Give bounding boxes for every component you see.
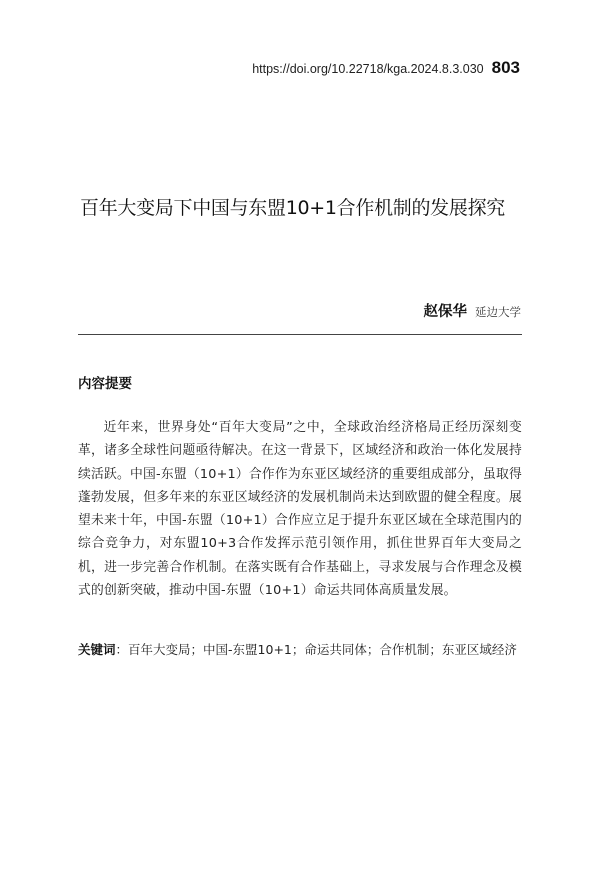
keywords-line — [78, 640, 528, 658]
page-number: 803 — [491, 58, 520, 77]
running-header — [252, 58, 520, 78]
author-line — [424, 300, 522, 321]
doi-link[interactable]: https://doi.org/10.22718/kga.2024.8.3.030 — [252, 62, 484, 76]
author-name: 赵保华 — [423, 304, 467, 320]
author-affiliation: 延边大学 — [475, 305, 521, 319]
article-title: 百年大变局下中国与东盟10+1合作机制的发展探究 — [80, 197, 505, 219]
keywords-label: 关键词 — [78, 642, 116, 657]
keywords-text: 百年大变局；中国-东盟10+1；命运共同体；合作机制；东亚区域经济 — [128, 642, 517, 657]
keywords-separator: ： — [115, 642, 129, 657]
title-divider — [78, 334, 522, 335]
abstract-body: 近年来，世界身处“百年大变局”之中，全球政治经济格局正经历深刻变革，诸多全球性问题亟待解决。在这一背景下，区域经济和政治一体化发展持续活跃。中国-东盟（10+1）合作作为东亚区域经济的重要组成部分，虽取得蓬勃发展，但多年来的东亚区域经济的发展机制尚未达到欧盟的健全程度。展望未来十年，中国-东盟（10+1）合作应立足于提升东亚区域在全球范围内的综合竞争力，对东盟10+3合作发挥示范引领作用，抓住世界百年大变局之机，进一步完善合作机制。在落实既有合作基础上，寻求发展与合作理念及模式的创新突破，推动中国-东盟（10+1）命运共同体高质量发展。 — [78, 420, 522, 599]
abstract-heading: 内容提要 — [78, 376, 132, 392]
